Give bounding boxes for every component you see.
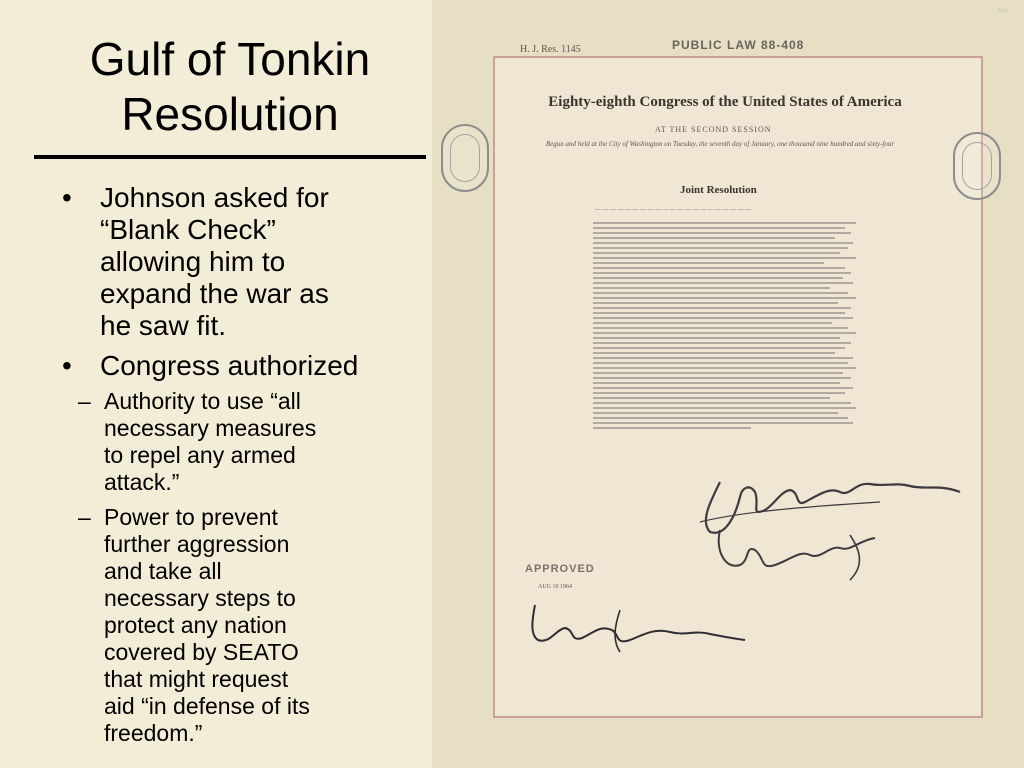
text-line [593, 372, 843, 374]
text-line [593, 352, 835, 354]
sub-bullet-text: attack.” [104, 469, 180, 495]
text-line [593, 427, 751, 429]
text-line [593, 227, 845, 229]
sub-bullet-item [58, 388, 438, 496]
title-underline [34, 155, 426, 159]
session-label: AT THE SECOND SESSION [655, 125, 772, 134]
text-line [593, 422, 853, 424]
bullet-text: “Blank Check” [100, 214, 276, 245]
bullet-list [58, 182, 438, 755]
bullet-text: Johnson asked for [100, 182, 329, 213]
text-line [593, 362, 848, 364]
sub-bullet-text: further aggression [104, 531, 290, 557]
congress-heading: Eighty-eighth Congress of the United States of America [548, 94, 902, 110]
bullet-item [58, 182, 438, 342]
sub-bullet-list [100, 388, 438, 747]
text-line [593, 397, 830, 399]
text-line [593, 387, 853, 389]
text-line [593, 297, 856, 299]
text-line [593, 272, 851, 274]
text-line [593, 237, 835, 239]
archive-seal-left [441, 124, 489, 192]
text-line [593, 222, 856, 224]
text-line [593, 257, 856, 259]
title-line-2: Resolution [121, 88, 339, 140]
signature-senate [690, 520, 890, 590]
text-line [593, 392, 845, 394]
text-line [593, 377, 851, 379]
sub-bullet-text: covered by SEATO [104, 639, 299, 665]
sub-bullet-text: freedom.” [104, 720, 203, 746]
bullet-item [58, 350, 438, 747]
text-line [593, 307, 851, 309]
text-line [593, 317, 853, 319]
approved-stamp: APPROVED [525, 563, 595, 575]
text-line [593, 312, 845, 314]
text-line [593, 337, 840, 339]
text-line [593, 322, 832, 324]
text-line [593, 232, 851, 234]
joint-resolution-heading: Joint Resolution [680, 184, 757, 196]
text-line [593, 417, 848, 419]
text-line [593, 282, 853, 284]
sub-bullet-text: aid “in defense of its [104, 693, 310, 719]
text-line [593, 327, 848, 329]
slide-title [30, 32, 430, 142]
text-line [593, 357, 853, 359]
sub-bullet-text: that might request [104, 666, 289, 692]
preamble-line: — — — — — — — — — — — — — — — — — — — — — [595, 207, 751, 213]
corner-mark: Dru [998, 8, 1008, 14]
text-line [593, 382, 840, 384]
text-line [593, 332, 856, 334]
text-line [593, 347, 845, 349]
text-line [593, 302, 838, 304]
sub-bullet-text: necessary steps to [104, 585, 296, 611]
signature-president [520, 600, 760, 660]
text-line [593, 277, 843, 279]
text-line [593, 247, 848, 249]
begun-held-line: Begun and held at the City of Washington on Tuesday, the seventh day of January, one thousand nine hundred and sixty-four [545, 140, 895, 148]
text-line [593, 367, 856, 369]
sub-bullet-text: – Authority to use “all [104, 388, 301, 414]
text-line [593, 267, 845, 269]
sub-bullet-item [58, 504, 438, 747]
bullet-text: allowing him to [100, 246, 286, 277]
bullet-text: expand the war as [100, 278, 329, 309]
approved-date: AUG 10 1964 [538, 584, 572, 590]
public-law-label: PUBLIC LAW 88-408 [672, 38, 805, 52]
sub-bullet-text: – Power to prevent [104, 504, 278, 530]
text-line [593, 262, 824, 264]
sub-bullet-text: and take all [104, 558, 222, 584]
text-line [593, 252, 840, 254]
text-line [593, 292, 848, 294]
sub-bullet-text: necessary measures [104, 415, 317, 441]
bullet-text: Congress authorized [100, 350, 359, 381]
text-line [593, 242, 853, 244]
text-line [593, 412, 838, 414]
text-line [593, 342, 851, 344]
archive-seal-right [953, 132, 1001, 200]
text-line [593, 287, 830, 289]
bill-number: H. J. Res. 1145 [520, 44, 581, 55]
title-line-1: Gulf of Tonkin [89, 33, 371, 85]
resolution-body-text [593, 222, 856, 432]
sub-bullet-text: to repel any armed [104, 442, 296, 468]
text-line [593, 402, 851, 404]
text-line [593, 407, 856, 409]
sub-bullet-text: protect any nation [104, 612, 287, 638]
bullet-text: he saw fit. [100, 310, 227, 341]
